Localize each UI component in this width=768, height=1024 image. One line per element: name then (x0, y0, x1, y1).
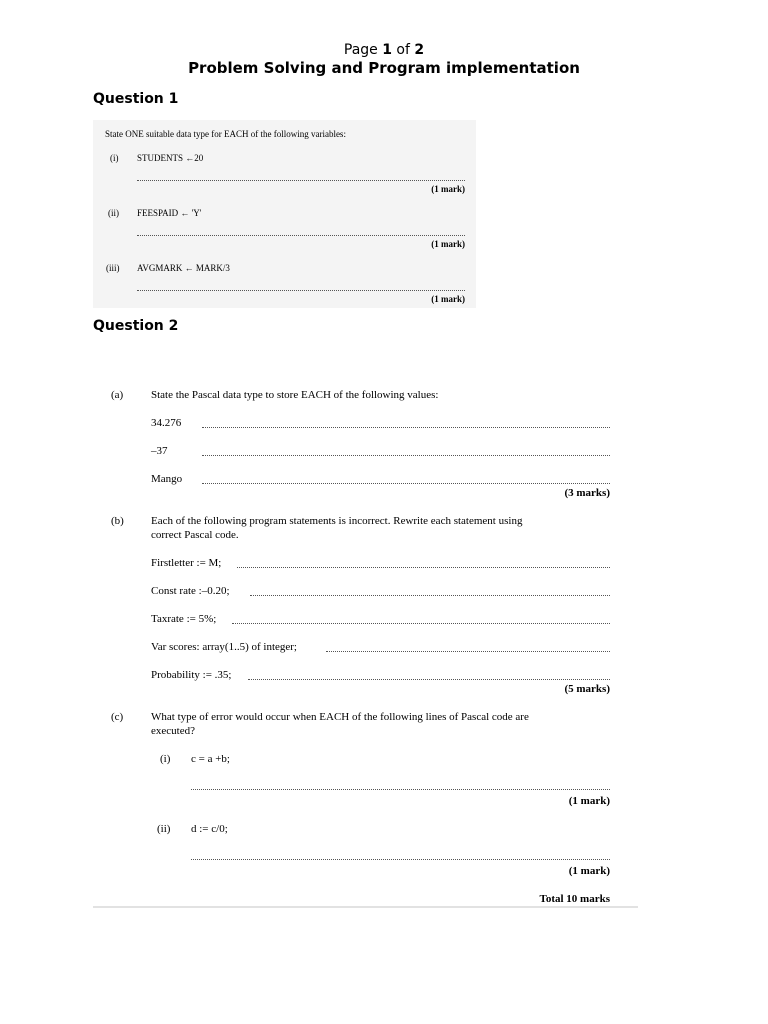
q2a-num: (a) (111, 389, 124, 401)
page-prefix: Page (343, 42, 383, 58)
q2c-item-num: (i) (160, 753, 171, 765)
q2b-text-line1: Each of the following program statements is incorrect. Rewrite each statement using (151, 515, 523, 527)
q2c-item-mark: (1 mark) (568, 865, 610, 877)
q2b-num: (b) (111, 515, 124, 527)
bottom-divider (93, 906, 638, 908)
q2c-item-num: (ii) (157, 823, 171, 835)
page-of: of (391, 42, 415, 58)
answer-line (202, 455, 610, 456)
answer-line (137, 180, 465, 181)
answer-line (202, 483, 610, 484)
answer-line (250, 595, 610, 596)
answer-line (202, 427, 610, 428)
q1-item-num: (iii) (106, 263, 120, 273)
document-title: Problem Solving and Program implementation (188, 59, 580, 77)
q2c-text-line2: executed? (151, 725, 195, 737)
q1-item-num: (ii) (108, 208, 119, 218)
answer-line (191, 859, 610, 860)
q1-item-mark: (1 mark) (431, 294, 465, 304)
q2c-item-code: d := c/0; (191, 823, 228, 835)
answer-line (326, 651, 610, 652)
page-total: 2 (414, 42, 425, 58)
q2c-num: (c) (111, 711, 124, 723)
q2b-statement: Probability := .35; (151, 669, 232, 681)
q2b-marks: (5 marks) (564, 683, 610, 695)
q2b-statement: Firstletter := M; (151, 557, 222, 569)
q2c-text-line1: What type of error would occur when EACH of the following lines of Pascal code are (151, 711, 529, 723)
page-indicator (0, 42, 768, 58)
q2a-value: 34.276 (151, 417, 182, 429)
q1-item-text: FEESPAID ← 'Y' (137, 208, 202, 218)
q1-item-num: (i) (110, 153, 119, 163)
q2a-value: –37 (151, 445, 168, 457)
question-2-heading: Question 2 (93, 318, 179, 334)
answer-line (232, 623, 610, 624)
q2c-item-code: c = a +b; (191, 753, 230, 765)
q2a-value: Mango (151, 473, 183, 485)
q2b-statement: Taxrate := 5%; (151, 613, 217, 625)
q2c-item-mark: (1 mark) (568, 795, 610, 807)
answer-line (137, 290, 465, 291)
q1-intro: State ONE suitable data type for EACH of the following variables: (105, 129, 346, 139)
q2b-statement: Var scores: array(1..5) of integer; (151, 641, 297, 653)
q2b-statement: Const rate :–0.20; (151, 585, 230, 597)
q1-item-text: STUDENTS ←20 (137, 153, 204, 163)
q1-item-mark: (1 mark) (431, 184, 465, 194)
answer-line (191, 789, 610, 790)
q2b-text-line2: correct Pascal code. (151, 529, 239, 541)
answer-line (137, 235, 465, 236)
page-number: 1 (382, 42, 392, 58)
q2a-marks: (3 marks) (564, 487, 610, 499)
answer-line (248, 679, 610, 680)
total-marks: Total 10 marks (539, 893, 610, 905)
answer-line (237, 567, 610, 568)
q2a-text: State the Pascal data type to store EACH of the following values: (151, 389, 439, 401)
q1-item-mark: (1 mark) (431, 239, 465, 249)
q1-item-text: AVGMARK ← MARK/3 (137, 263, 230, 273)
question-1-heading: Question 1 (93, 91, 179, 107)
